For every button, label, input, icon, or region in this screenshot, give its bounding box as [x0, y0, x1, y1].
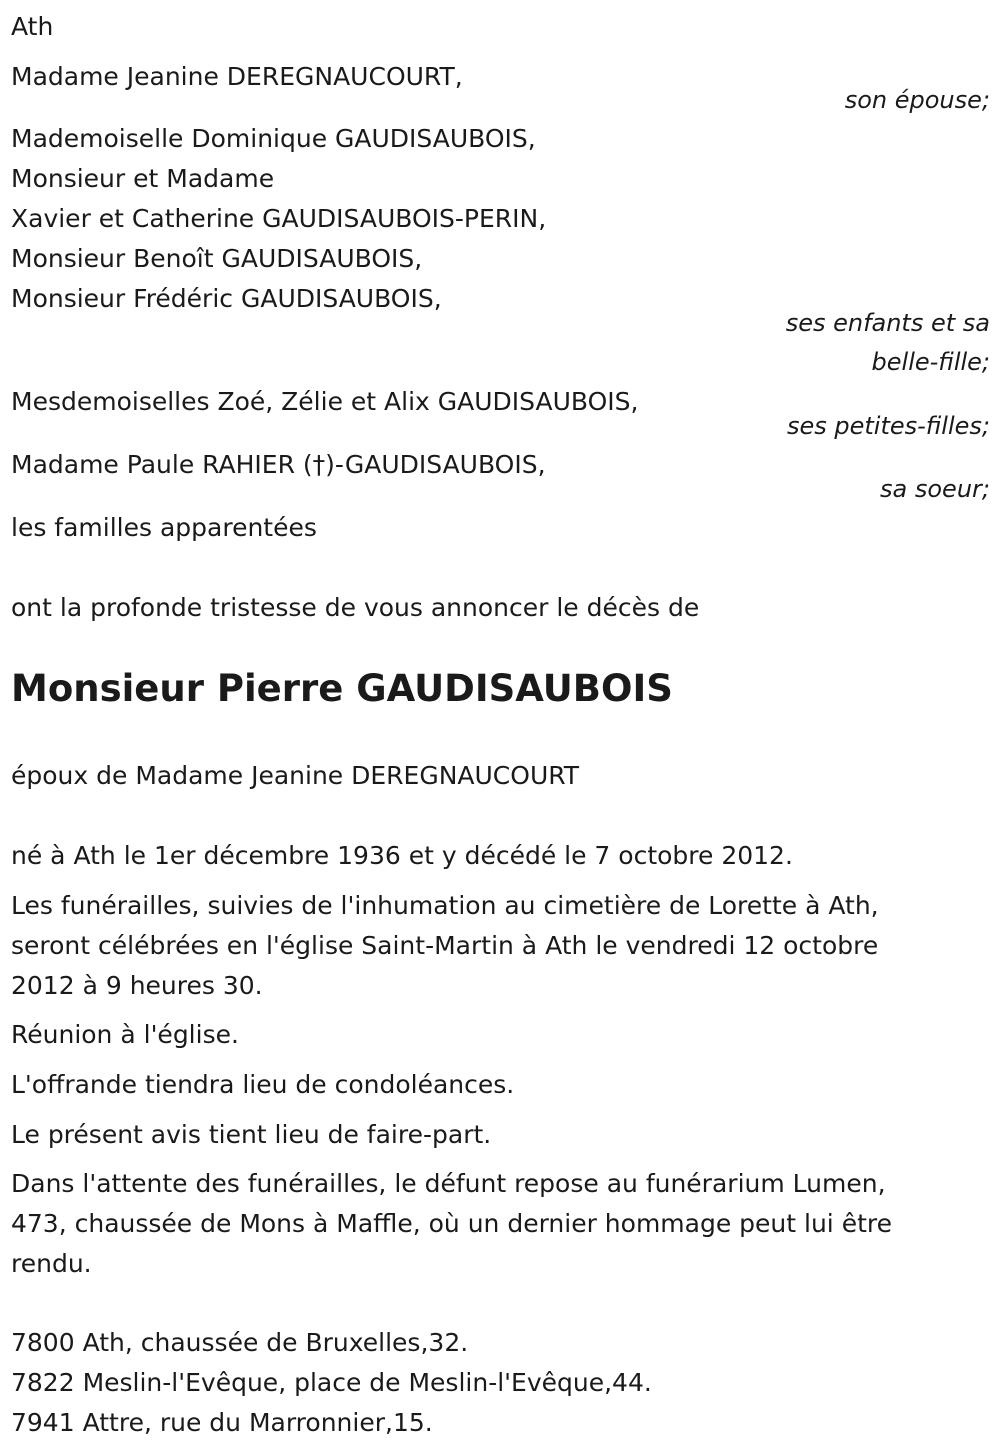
address: 7822 Meslin-l'Evêque, place de Meslin-l'Evêque,44. — [11, 1368, 652, 1397]
birth-death: né à Ath le 1er décembre 1936 et y décédé le 7 octobre 2012. — [11, 841, 793, 870]
grandchildren-names: Mesdemoiselles Zoé, Zélie et Alix GAUDISAUBOIS, — [11, 387, 639, 416]
viewing-info: Dans l'attente des funérailles, le défunt repose au funérarium Lumen, — [11, 1169, 886, 1198]
child-name: Xavier et Catherine GAUDISAUBOIS-PERIN, — [11, 204, 547, 233]
spouse-role: son épouse; — [844, 86, 990, 114]
announcement: ont la profonde tristesse de vous annoncer le décès de — [11, 593, 700, 622]
children-role: ses enfants et sa — [785, 309, 990, 337]
viewing-info: 473, chaussée de Mons à Maffle, où un dernier hommage peut lui être — [11, 1209, 892, 1238]
sister-role: sa soeur; — [880, 475, 990, 503]
sister-name: Madame Paule RAHIER (†)-GAUDISAUBOIS, — [11, 450, 546, 479]
grandchildren-role: ses petites-filles; — [786, 412, 990, 440]
address: 7800 Ath, chaussée de Bruxelles,32. — [11, 1328, 469, 1357]
funeral-details: Les funérailles, suivies de l'inhumation au cimetière de Lorette à Ath, — [11, 891, 879, 920]
funeral-details: seront célébrées en l'église Saint-Martin à Ath le vendredi 12 octobre — [11, 931, 879, 960]
meeting-info: Réunion à l'église. — [11, 1020, 239, 1049]
location: Ath — [11, 12, 54, 41]
offering-info: L'offrande tiendra lieu de condoléances. — [11, 1070, 515, 1099]
deceased-name: Monsieur Pierre GAUDISAUBOIS — [11, 667, 673, 710]
address: 7941 Attre, rue du Marronnier,15. — [11, 1408, 433, 1437]
notice-info: Le présent avis tient lieu de faire-part. — [11, 1120, 492, 1149]
child-name: Monsieur et Madame — [11, 164, 275, 193]
relatives: les familles apparentées — [11, 513, 317, 542]
children-role-continued: belle-fille; — [871, 348, 990, 376]
funeral-details: 2012 à 9 heures 30. — [11, 971, 263, 1000]
child-name: Mademoiselle Dominique GAUDISAUBOIS, — [11, 124, 536, 153]
viewing-info: rendu. — [11, 1249, 92, 1278]
child-name: Monsieur Frédéric GAUDISAUBOIS, — [11, 284, 442, 313]
child-name: Monsieur Benoît GAUDISAUBOIS, — [11, 244, 423, 273]
deceased-spouse: époux de Madame Jeanine DEREGNAUCOURT — [11, 761, 580, 790]
spouse-name: Madame Jeanine DEREGNAUCOURT, — [11, 62, 463, 91]
